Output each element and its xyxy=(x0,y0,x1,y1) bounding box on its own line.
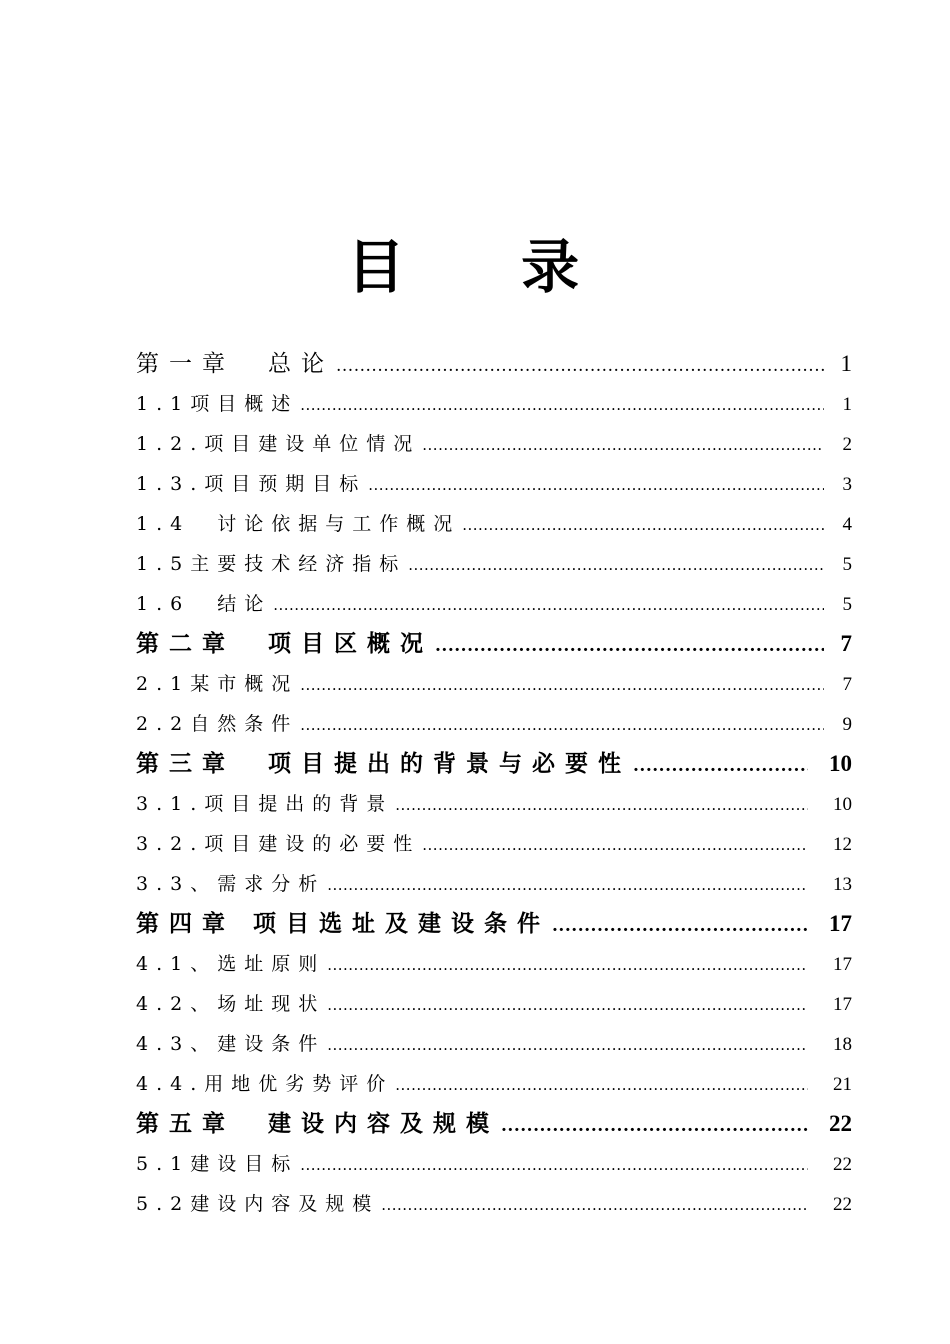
toc-entry-label: 1.2.项目建设单位情况 xyxy=(136,433,421,455)
toc-leader-dots xyxy=(300,1145,808,1185)
toc-entry-label: 1.4 讨论依据与工作概况 xyxy=(136,513,461,535)
toc-page-number: 5 xyxy=(842,594,852,615)
toc-leader-dots xyxy=(633,746,808,786)
toc-entry-label: 3.2.项目建设的必要性 xyxy=(136,833,421,855)
toc-section-1-3[interactable] xyxy=(136,464,852,504)
toc-leader-dots xyxy=(501,1106,808,1146)
toc-chapter-1[interactable] xyxy=(136,344,852,384)
toc-section-1-5[interactable] xyxy=(136,544,852,584)
toc-page-number: 12 xyxy=(833,834,852,855)
toc-chapter-2[interactable] xyxy=(136,624,852,664)
toc-leader-dots xyxy=(552,906,808,946)
toc-entry-label: 4.4.用地优劣势评价 xyxy=(136,1073,394,1095)
toc-section-2-2[interactable] xyxy=(136,704,852,744)
toc-leader-dots xyxy=(395,785,808,825)
toc-entry-label: 5.1建设目标 xyxy=(136,1153,299,1175)
toc-page-number: 4 xyxy=(842,514,852,535)
toc-page-number: 5 xyxy=(842,554,852,575)
toc-section-4-3[interactable] xyxy=(136,1024,852,1064)
toc-leader-dots xyxy=(300,385,824,425)
toc-entry-label: 1.1项目概述 xyxy=(136,393,299,415)
toc-entry-label: 5.2建设内容及规模 xyxy=(136,1193,380,1215)
toc-page-number: 22 xyxy=(833,1154,852,1175)
toc-page-number: 10 xyxy=(833,794,852,815)
toc-leader-dots xyxy=(422,425,824,465)
toc-page-number: 1 xyxy=(840,351,852,376)
toc-entry-label: 4.3、建设条件 xyxy=(136,1033,326,1055)
toc-page-number: 17 xyxy=(829,911,852,936)
toc-section-4-2[interactable] xyxy=(136,984,852,1024)
toc-section-5-2[interactable] xyxy=(136,1184,852,1224)
toc-section-2-1[interactable] xyxy=(136,664,852,704)
toc-section-3-3[interactable] xyxy=(136,864,852,904)
toc-leader-dots xyxy=(273,585,824,625)
toc-leader-dots xyxy=(327,985,808,1025)
toc-page-number: 2 xyxy=(842,434,852,455)
toc-leader-dots xyxy=(336,346,824,386)
toc-page-number: 22 xyxy=(833,1194,852,1215)
toc-page-number: 7 xyxy=(840,631,852,656)
toc-entry-label: 1.5主要技术经济指标 xyxy=(136,553,407,575)
toc-section-4-4[interactable] xyxy=(136,1064,852,1104)
toc-entry-label: 第二章 项目区概况 xyxy=(136,630,433,657)
toc-page-number: 21 xyxy=(833,1074,852,1095)
toc-entry-label: 4.2、场址现状 xyxy=(136,993,326,1015)
toc-chapter-4[interactable] xyxy=(136,904,852,944)
toc-leader-dots xyxy=(422,825,808,865)
toc-page-number: 13 xyxy=(833,874,852,895)
toc-entry-label: 1.3.项目预期目标 xyxy=(136,473,367,495)
toc-section-5-1[interactable] xyxy=(136,1144,852,1184)
toc-page-number: 3 xyxy=(842,474,852,495)
toc-chapter-3[interactable] xyxy=(136,744,852,784)
toc-entry-label: 第三章 项目提出的背景与必要性 xyxy=(136,750,631,777)
toc-page-number: 1 xyxy=(842,394,852,415)
toc-entry-label: 2.1某市概况 xyxy=(136,673,299,695)
page-title: 目 录 xyxy=(346,233,628,301)
toc-section-3-1[interactable] xyxy=(136,784,852,824)
toc-page-number: 10 xyxy=(829,751,852,776)
toc-entry-label: 1.6 结论 xyxy=(136,593,272,615)
toc-entry-label: 第一章 总论 xyxy=(136,351,334,377)
toc-page-number: 18 xyxy=(833,1034,852,1055)
toc-leader-dots xyxy=(327,865,808,905)
toc-entry-label: 第四章 项目选址及建设条件 xyxy=(136,910,551,937)
toc-entry-label: 3.1.项目提出的背景 xyxy=(136,793,394,815)
toc-section-1-4[interactable] xyxy=(136,504,852,544)
toc-leader-dots xyxy=(408,545,824,585)
toc-page-number: 17 xyxy=(833,994,852,1015)
toc-leader-dots xyxy=(300,705,824,745)
toc-leader-dots xyxy=(435,626,824,666)
toc-entry-label: 4.1、选址原则 xyxy=(136,953,326,975)
toc-entry-label: 2.2自然条件 xyxy=(136,713,299,735)
toc-page-number: 7 xyxy=(842,674,852,695)
toc-section-1-2[interactable] xyxy=(136,424,852,464)
toc-leader-dots xyxy=(462,505,824,545)
toc-section-4-1[interactable] xyxy=(136,944,852,984)
toc-section-1-6[interactable] xyxy=(136,584,852,624)
toc-page-number: 9 xyxy=(842,714,852,735)
toc-section-3-2[interactable] xyxy=(136,824,852,864)
toc-entry-label: 第五章 建设内容及规模 xyxy=(136,1110,499,1137)
toc-leader-dots xyxy=(327,1025,808,1065)
toc-section-1-1[interactable] xyxy=(136,384,852,424)
toc-leader-dots xyxy=(327,945,808,985)
table-of-contents xyxy=(136,344,852,1224)
toc-leader-dots xyxy=(395,1065,808,1105)
toc-chapter-5[interactable] xyxy=(136,1104,852,1144)
toc-page-number: 17 xyxy=(833,954,852,975)
toc-leader-dots xyxy=(368,465,824,505)
toc-page-number: 22 xyxy=(829,1111,852,1136)
toc-entry-label: 3.3、需求分析 xyxy=(136,873,326,895)
toc-leader-dots xyxy=(300,665,824,705)
toc-leader-dots xyxy=(381,1185,808,1225)
